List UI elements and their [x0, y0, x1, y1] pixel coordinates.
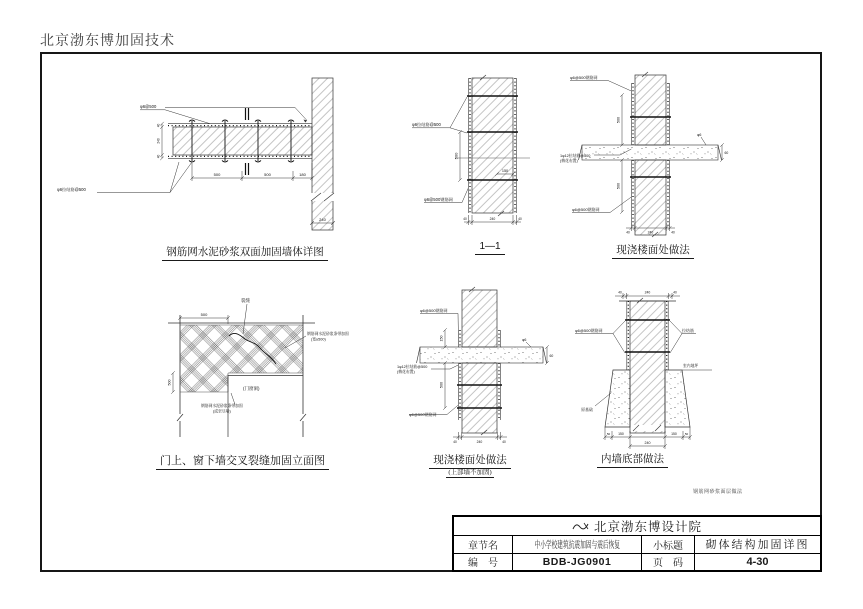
mesh-annotation-bottom: φ6@500钢筋网	[409, 412, 437, 417]
caption-crack-elevation: 门上、窗下墙交叉裂缝加固立面图	[145, 452, 340, 468]
dim-label: 500	[200, 311, 208, 317]
existing-wall-strip	[310, 78, 335, 230]
crack-label: 裂缝	[241, 298, 250, 303]
dim-label: 40	[626, 230, 630, 235]
drawing-section-1-1	[410, 70, 540, 255]
left-dim	[171, 371, 175, 394]
dim-label: 60	[724, 151, 729, 155]
floor-slab	[579, 145, 722, 160]
wall-edge-breaks	[177, 414, 306, 421]
caption-wall-plan-detail: 钢筋网水泥砂浆双面加固墙体详图	[140, 244, 350, 259]
title-block-company-row	[454, 517, 820, 536]
design-institute-logo	[572, 521, 590, 531]
mesh-annotation: φ6@500钢筋网	[575, 328, 603, 333]
mesh-leaders	[140, 108, 307, 124]
drawing-interior-wall-base	[575, 285, 760, 460]
tie-annotation-2: (梅花布置)	[397, 370, 415, 374]
mesh-top-leader	[570, 81, 631, 92]
mesh-annotation-top: φ6@500钢筋网	[420, 308, 448, 313]
dim-label: 500	[264, 171, 271, 177]
mesh-annotation-top: φ6@500钢筋网	[570, 75, 598, 80]
subtitle-value: 砌体结构加固详图	[705, 539, 810, 552]
drawing-crack-elevation	[85, 290, 375, 450]
dim-label: 40	[453, 440, 457, 444]
dim-label: 240	[644, 290, 651, 295]
opening-label: (门窗洞)	[243, 386, 260, 391]
slab-dim	[545, 345, 549, 365]
tie-annotation: 拉结筋	[682, 328, 694, 333]
title-block	[452, 515, 822, 572]
title-block-chapter-row	[454, 536, 820, 554]
foundation-label: 原基础	[581, 407, 593, 412]
title-block-number-row	[454, 554, 820, 571]
mesh-annotation-bottom: φ6@500钢筋网	[572, 207, 600, 212]
dim-label: 40	[463, 217, 467, 221]
bottom-dim	[190, 163, 314, 181]
dim-label: 40	[673, 290, 677, 295]
strip-annotation-right-2: (宽≥500)	[311, 337, 326, 342]
slab-bar-leader	[526, 342, 531, 347]
mesh-strip-region	[180, 325, 303, 392]
mesh-annotation: φ6@500	[140, 104, 157, 109]
drawing-wall-plan-detail	[55, 75, 355, 260]
dim-label: 240	[476, 440, 483, 444]
strip-annotation-bottom-1: 钢筋网水泥砂浆条带加固	[201, 404, 243, 408]
page-label: 页 码	[642, 554, 695, 571]
slab-dim	[720, 143, 724, 162]
left-dims	[160, 122, 164, 160]
dim-label: 150	[501, 168, 509, 173]
mesh-leaders	[575, 321, 625, 353]
dim-label: 150	[671, 432, 677, 436]
dim-label: 50	[684, 432, 689, 436]
strip-annotation-right-1: 钢筋网水泥砂浆条带加固	[307, 332, 349, 336]
caption-section-1-1: 1—1	[455, 241, 525, 252]
slab-bar-leader	[701, 137, 706, 145]
tie-annotation-1: 1φ12拉结筋@500	[560, 154, 591, 158]
dim-label: 180	[299, 171, 306, 177]
tie-annotation: φ6拉结筋@500	[57, 187, 86, 192]
tie-annotation-1: 1φ12拉结筋@500	[397, 365, 428, 369]
dim-label: 40	[156, 123, 161, 128]
dim-label: 240	[644, 441, 651, 445]
dim-label: 500	[616, 182, 621, 190]
company-brand-text: 北京渤东博加固技术	[40, 34, 175, 49]
dim-label: 50	[606, 432, 611, 436]
dim-label: 240	[647, 230, 654, 235]
tie-annotation-2: (梅花布置)	[560, 159, 578, 163]
number-label: 编 号	[454, 554, 513, 571]
strip-annotation-bottom-2: (或至尽端)	[213, 409, 231, 414]
number-value: BDB-JG0901	[513, 554, 642, 571]
dim-label: 500	[167, 379, 172, 386]
caption-floor-slab-unreinforced: 现浇楼面处做法	[420, 452, 520, 467]
sheet-note: 钢筋网砂浆面层做法	[693, 489, 743, 495]
tie-leader	[431, 365, 458, 369]
slab-bar-label: φ6	[522, 338, 527, 342]
left-dim	[458, 130, 462, 182]
dim-label: 500	[213, 171, 221, 177]
mesh-annotation: φ6@500钢筋网	[424, 197, 453, 202]
dim-label: 150	[618, 432, 624, 436]
dim-label: 240	[156, 138, 161, 144]
tie-leaders	[670, 321, 696, 353]
tie-annotation: φ6拉结筋@500	[412, 122, 441, 127]
dim-label: 60	[549, 354, 554, 358]
page-value: 4-30	[746, 555, 769, 568]
drawing-floor-slab-detail	[560, 65, 740, 255]
floor-slab	[417, 347, 547, 363]
bottom-leader	[231, 393, 235, 405]
wall-band	[168, 124, 312, 159]
dim-label: 150	[439, 335, 444, 342]
tie-leaders	[97, 162, 192, 193]
dim-label: 40	[518, 217, 522, 221]
dim-label: 500	[616, 116, 621, 124]
dim-label: 40	[156, 154, 161, 159]
caption-floor-slab-detail: 现浇楼面处做法	[598, 242, 708, 257]
caption-interior-wall-base: 内墙底部做法	[590, 451, 675, 466]
tie-leaders	[412, 97, 467, 133]
dim-label: 500	[439, 381, 444, 389]
dim-label: 40	[502, 440, 506, 444]
dim-label: 40	[618, 290, 622, 295]
chapter-value: 中小学校建筑抗震加固与震后恢复	[513, 536, 642, 553]
drawing-floor-slab-detail-unreinforced	[395, 280, 560, 465]
floor-level-label: 室内地坪	[683, 364, 699, 368]
dim-label: 240	[319, 217, 326, 222]
subtitle-label: 小标题	[642, 536, 695, 553]
dim-label: 500	[453, 152, 459, 160]
design-institute-name: 北京渤东博设计院	[593, 520, 702, 534]
dim-label: 40	[671, 230, 675, 235]
slab-bar-label: φ6	[697, 133, 702, 137]
subcaption-floor-slab-unreinforced: (上部墙不加固)	[448, 469, 492, 476]
chapter-label: 章节名	[454, 536, 513, 553]
mesh-top-leader	[420, 314, 458, 331]
dim-label: 240	[489, 217, 496, 221]
